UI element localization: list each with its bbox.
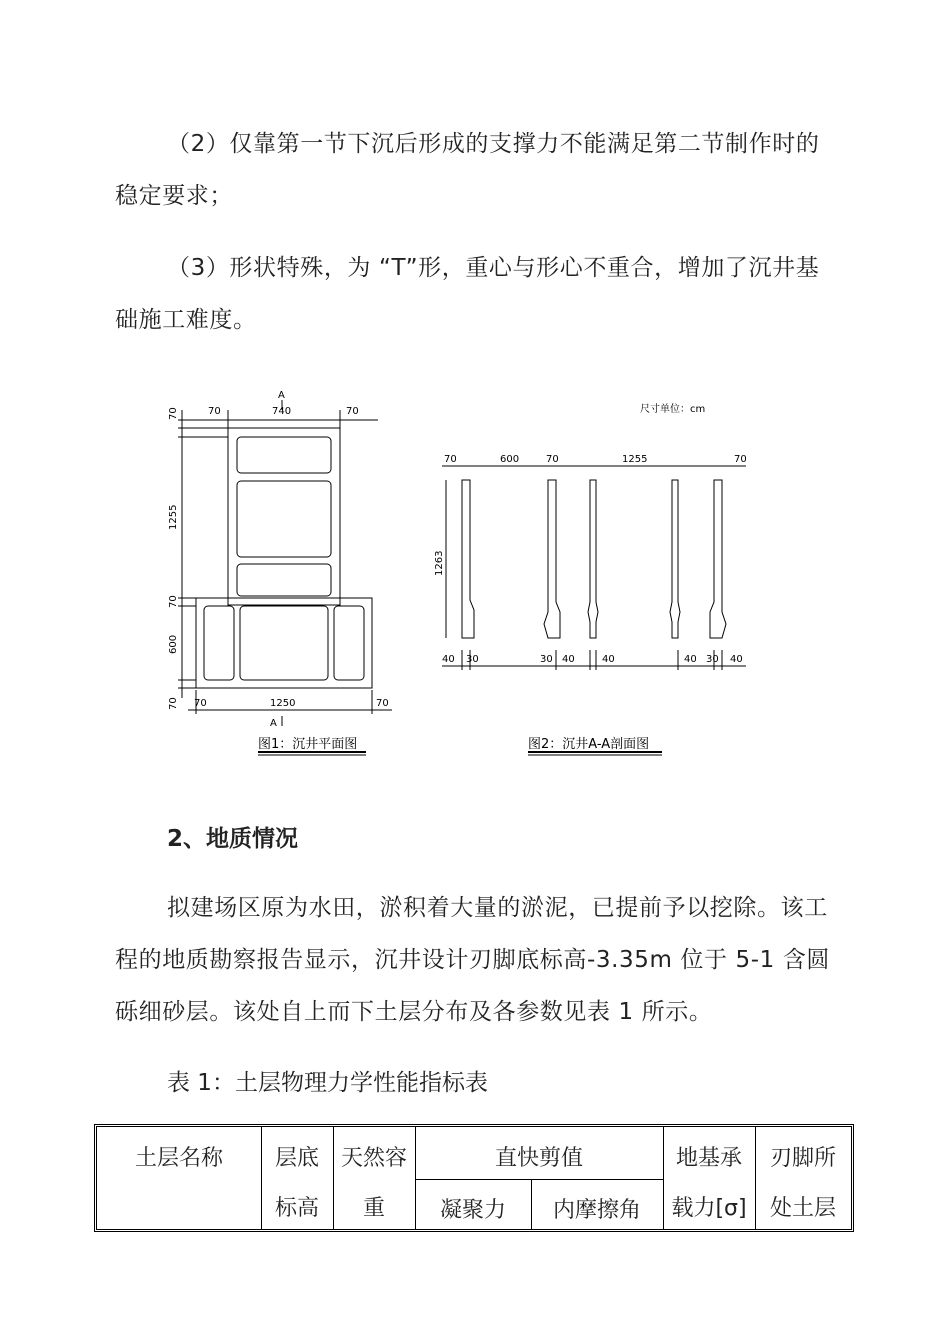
fig2-dim-top-c: 70 (546, 454, 559, 465)
fig1-inner-room-2 (237, 481, 331, 557)
fig1-outer-lower (196, 598, 372, 688)
fig1-lower-room-left (204, 606, 234, 680)
fig2-dim-height: 1263 (434, 550, 445, 576)
col-layer-1: 刃脚所 (769, 1146, 836, 1171)
col-friction-angle: 内摩擦角 (552, 1198, 641, 1223)
fig1-dim-bottom-left: 70 (194, 698, 207, 709)
col-bottom-elev-2: 标高 (274, 1196, 319, 1221)
fig2-dim-top-b: 600 (500, 454, 520, 465)
fig1-inner-room-3 (237, 564, 331, 596)
fig1-lower-room-right (334, 606, 364, 680)
fig1-dim-left-bottom: 70 (168, 697, 179, 710)
fig1-dim-bottom-right: 70 (376, 698, 389, 709)
fig1-dim-bottom-mid: 1250 (270, 698, 296, 709)
col-direct-shear: 直快剪值 (494, 1146, 583, 1171)
fig2-dim-top-d: 1255 (622, 454, 648, 465)
fig2-dim-b7: 30 (706, 654, 719, 665)
fig2-dim-b6: 40 (684, 654, 697, 665)
fig2-wall-4 (670, 480, 680, 638)
col-layer-2: 处土层 (769, 1196, 836, 1221)
fig1-inner-room-1 (237, 437, 331, 473)
fig2-dim-b1: 40 (442, 654, 455, 665)
paragraph-shape: （3）形状特殊，为 “T”形，重心与形心不重合，增加了沉井基础施工难度。 (115, 255, 820, 333)
fig1-lower-room-mid (240, 606, 328, 680)
fig1-section-mark-bottom: A (270, 718, 277, 729)
fig2-dim-b2: 30 (466, 654, 479, 665)
section-heading: 2、地质情况 (167, 826, 299, 852)
fig1-dim-left-upper: 1255 (168, 504, 179, 530)
fig2-dim-top-e: 70 (734, 454, 747, 465)
paragraph-geology: 拟建场区原为水田，淤积着大量的淤泥，已提前予以挖除。该工程的地质勘察报告显示，沉井设计刃脚底标高-3.35m 位于 5-1 含圆砾细砂层。该处自上而下土层分布及各参数见表 1 所示。 (115, 895, 831, 1025)
fig1-outer-upper (228, 428, 340, 605)
fig1-dim-top-mid: 740 (272, 406, 292, 417)
fig1-dim-left-mid: 70 (168, 595, 179, 608)
fig1-dim-left-lower: 600 (168, 634, 179, 654)
fig2-wall-1 (462, 480, 474, 638)
fig1-dim-left-top: 70 (168, 407, 179, 420)
caisson-drawings (0, 380, 950, 780)
fig2-dim-b8: 40 (730, 654, 743, 665)
fig2-wall-5 (710, 480, 726, 638)
col-density-1: 天然容 (340, 1146, 407, 1171)
fig2-wall-3 (588, 480, 598, 638)
fig2-dim-b5: 40 (602, 654, 615, 665)
fig1-dim-top-left: 70 (208, 406, 221, 417)
fig2-unit-note: 尺寸单位：cm (640, 404, 706, 415)
col-bearing-1: 地基承 (675, 1146, 742, 1171)
col-cohesion: 凝聚力 (439, 1198, 506, 1223)
fig2-dim-top-a: 70 (444, 454, 457, 465)
fig2-dim-b4: 40 (562, 654, 575, 665)
fig1-section-mark-top: A (278, 390, 285, 401)
fig2-wall-2 (544, 480, 560, 638)
col-bottom-elev-1: 层底 (274, 1146, 319, 1171)
fig1-caption: 图1：沉井平面图 (258, 737, 358, 752)
soil-properties-table (94, 1124, 854, 1232)
paragraph-stability: （2）仅靠第一节下沉后形成的支撑力不能满足第二节制作时的稳定要求； (115, 131, 820, 209)
table-caption: 表 1：土层物理力学性能指标表 (167, 1070, 488, 1096)
col-soil-name: 土层名称 (134, 1146, 223, 1171)
col-bearing-2: 载力[σ] (671, 1196, 747, 1221)
col-density-2: 重 (362, 1196, 385, 1221)
fig2-dim-b3: 30 (540, 654, 553, 665)
fig1-dim-top-right: 70 (346, 406, 359, 417)
fig2-caption: 图2：沉井A-A剖面图 (528, 737, 650, 752)
